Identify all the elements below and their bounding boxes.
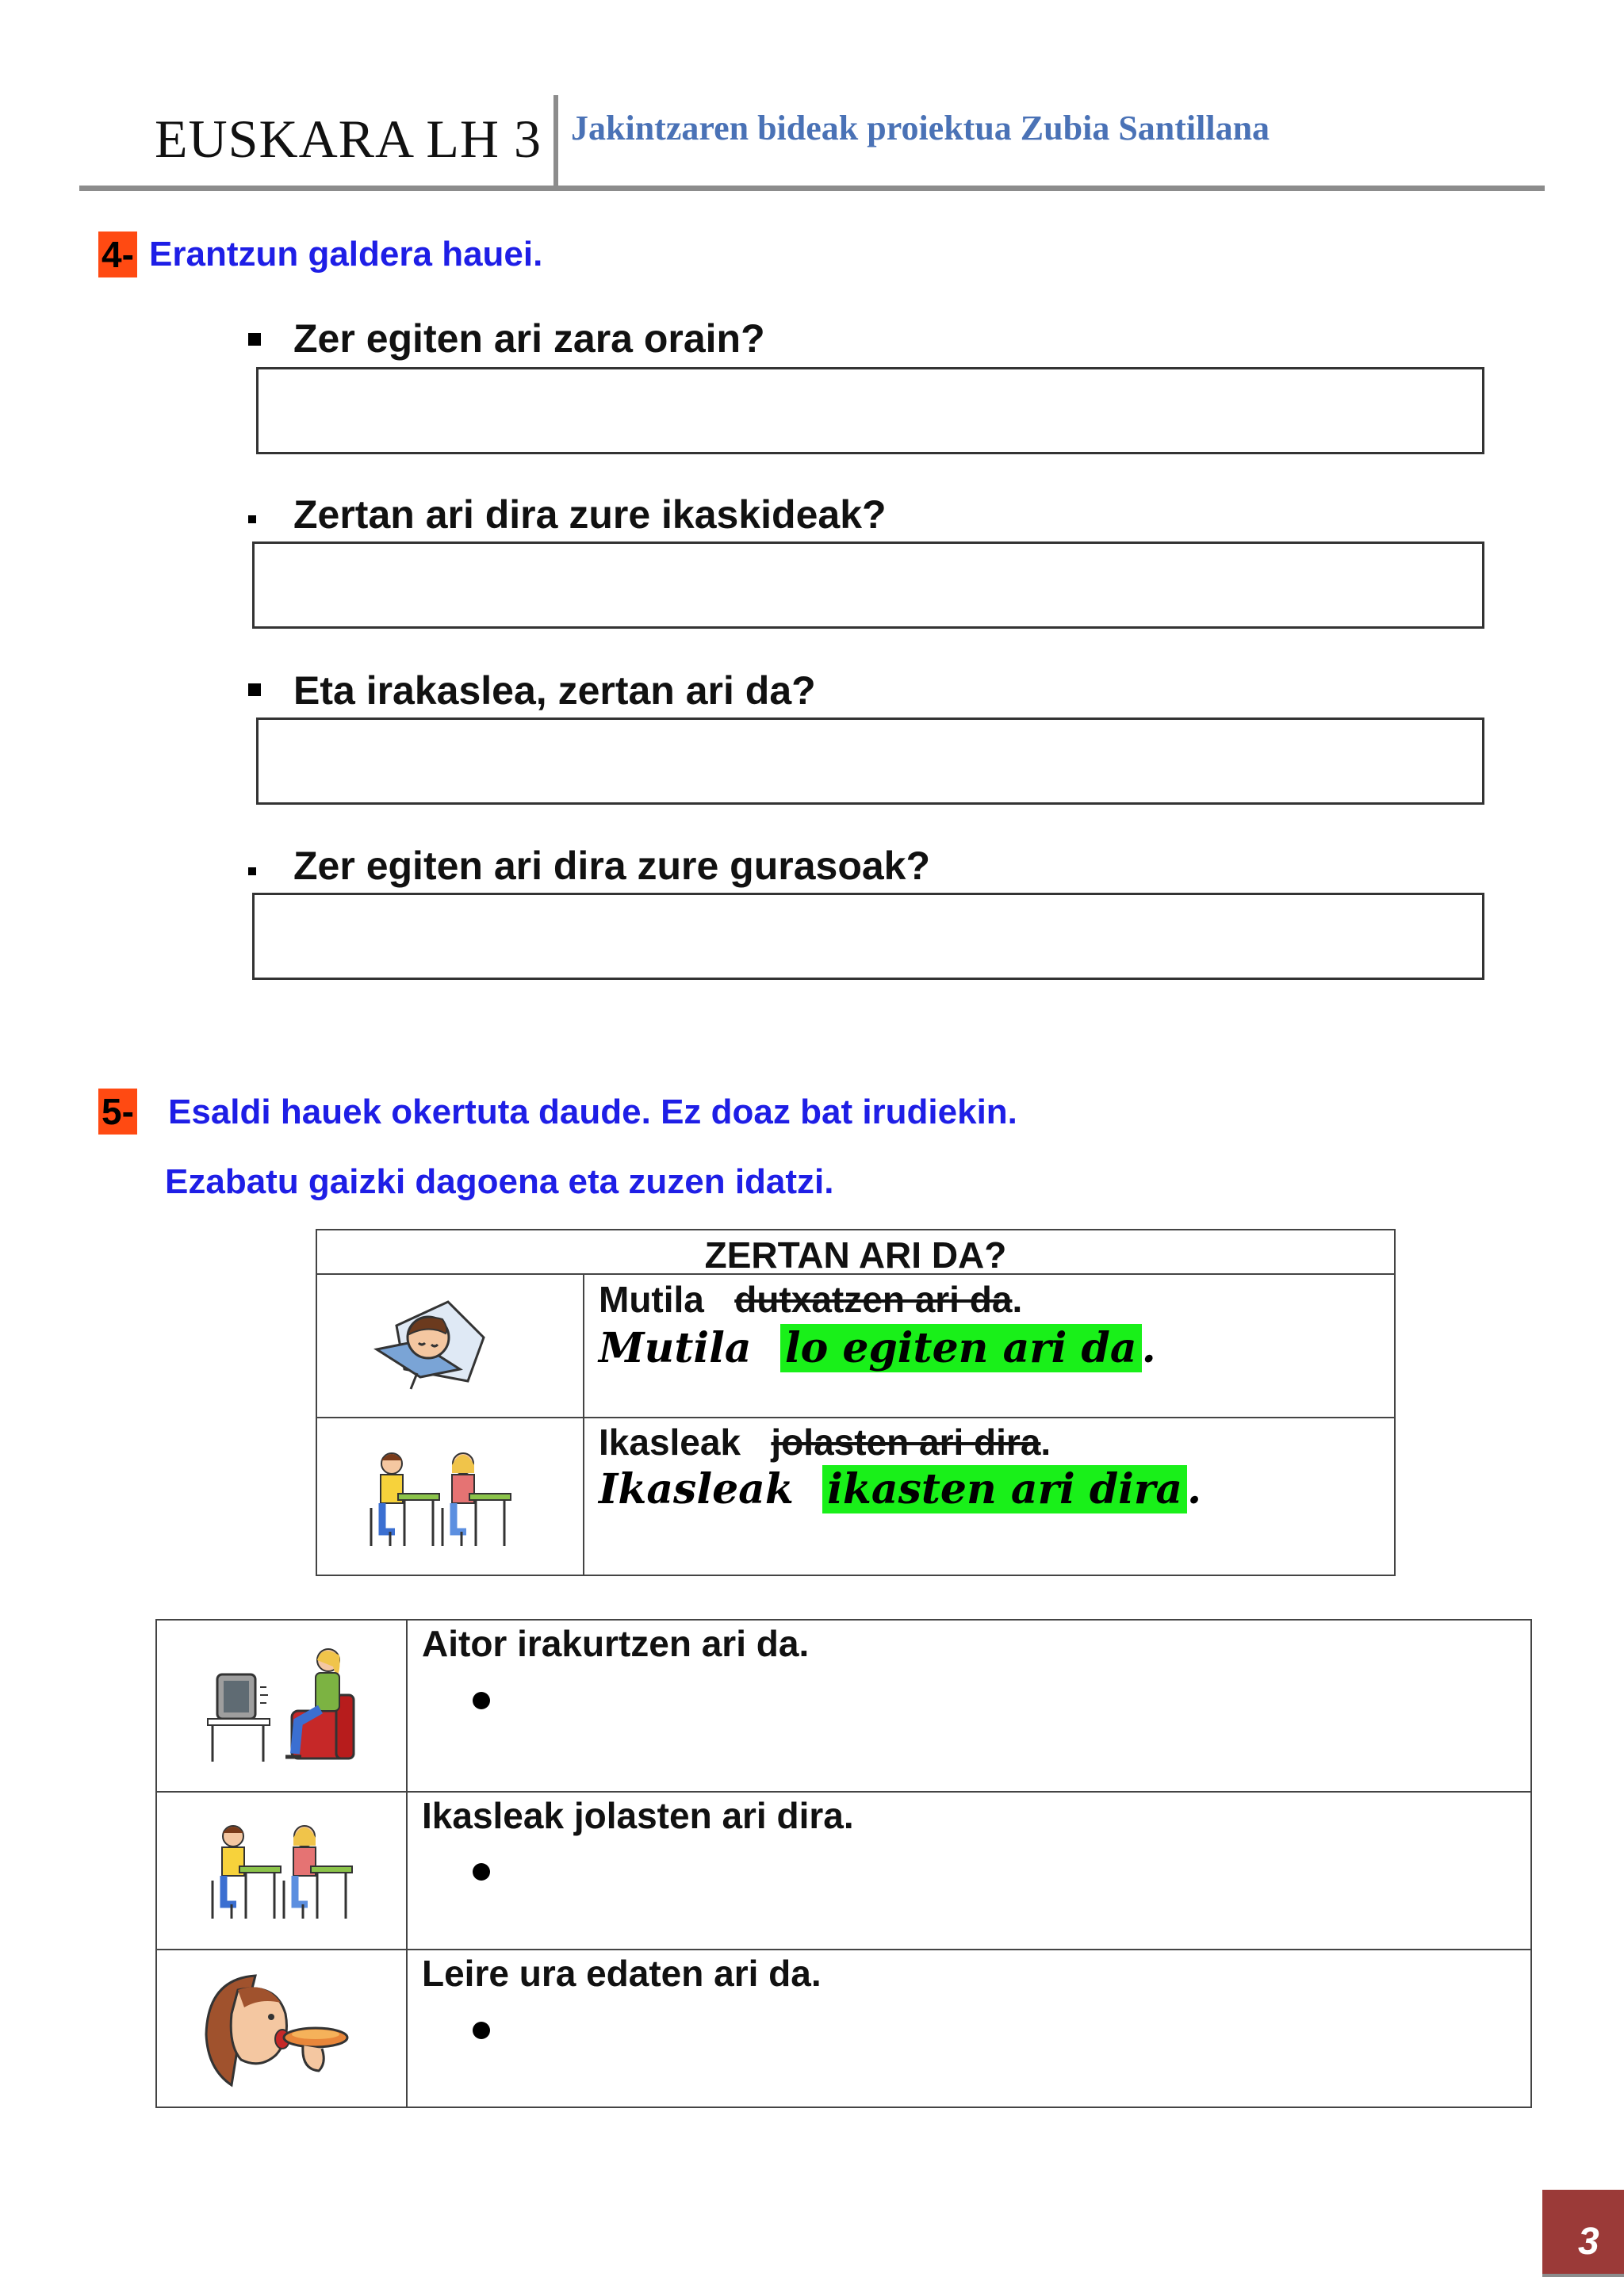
answer-bullet — [473, 2022, 490, 2039]
section5-instruction-1: Esaldi hauek okertuta daude. Ez doaz bat irudiekin. — [168, 1093, 1017, 1131]
exercise-table — [155, 1619, 1532, 2108]
table-rule — [316, 1417, 1396, 1418]
table-rule — [155, 1791, 1532, 1793]
header-rule — [79, 186, 1545, 191]
watching-tv-icon — [203, 1643, 362, 1770]
exercise-sentence-3: Leire ura edaten ari da. — [422, 1953, 822, 1994]
table-rule — [583, 1273, 584, 1576]
crossed-out-text: dutxatzen ari da — [734, 1279, 1013, 1320]
question-1: Zer egiten ari zara orain? — [293, 316, 765, 361]
highlighted-answer: lo egiten ari da — [780, 1324, 1142, 1372]
table-rule — [406, 1619, 408, 2108]
table-rule — [155, 1949, 1532, 1950]
section5-number: 5- — [98, 1089, 137, 1135]
section4-instruction: Erantzun galdera hauei. — [149, 235, 543, 274]
example-row-2-handwritten — [599, 1465, 1201, 1513]
question-2: Zertan ari dira zure ikaskideak? — [293, 492, 887, 537]
answer-box-1[interactable] — [256, 367, 1484, 454]
period: . — [1141, 1324, 1156, 1372]
answer-box-4[interactable] — [252, 893, 1484, 980]
period: . — [1040, 1422, 1051, 1463]
students-at-desks-icon — [366, 1445, 517, 1552]
answer-bullet — [473, 1863, 490, 1881]
highlighted-answer: ikasten ari dira — [822, 1465, 1187, 1513]
example-row-1-handwritten — [599, 1324, 1156, 1372]
example-row-2-printed — [599, 1421, 1051, 1464]
page-number: 3 — [1578, 2221, 1599, 2263]
header-separator — [553, 95, 558, 187]
answer-box-2[interactable] — [252, 541, 1484, 629]
question-bullet — [248, 333, 261, 346]
question-bullet — [248, 683, 261, 696]
period: . — [1012, 1279, 1023, 1320]
girl-eating-icon — [200, 1966, 350, 2093]
example-row-1-printed — [599, 1278, 1022, 1321]
hand-subject: Ikasleak — [599, 1465, 794, 1513]
section5-instruction-2: Ezabatu gaizki dagoena eta zuzen idatzi. — [165, 1162, 834, 1201]
question-bullet — [248, 867, 256, 875]
exercise-sentence-1: Aitor irakurtzen ari da. — [422, 1623, 810, 1664]
example-table-header: ZERTAN ARI DA? — [704, 1234, 1007, 1276]
example-subject: Mutila — [599, 1279, 704, 1320]
section4-number: 4- — [98, 232, 137, 277]
crossed-out-text: jolasten ari dira — [771, 1422, 1041, 1463]
period: . — [1187, 1465, 1202, 1513]
page-number-rule — [1542, 2274, 1624, 2277]
answer-box-3[interactable] — [256, 718, 1484, 805]
answer-bullet — [473, 1692, 490, 1709]
sleeping-boy-icon — [373, 1294, 492, 1397]
question-4: Zer egiten ari dira zure gurasoak? — [293, 844, 931, 888]
question-3: Eta irakaslea, zertan ari da? — [293, 668, 816, 713]
exercise-sentence-2: Ikasleak jolasten ari dira. — [422, 1795, 854, 1836]
header-title: EUSKARA LH 3 — [155, 109, 542, 169]
question-bullet — [248, 515, 256, 523]
header-subtitle: Jakintzaren bideak proiektua Zubia Santillana — [571, 109, 1270, 147]
hand-subject: Mutila — [599, 1324, 752, 1372]
example-subject: Ikasleak — [599, 1422, 741, 1463]
students-at-desks-icon — [208, 1817, 358, 1925]
